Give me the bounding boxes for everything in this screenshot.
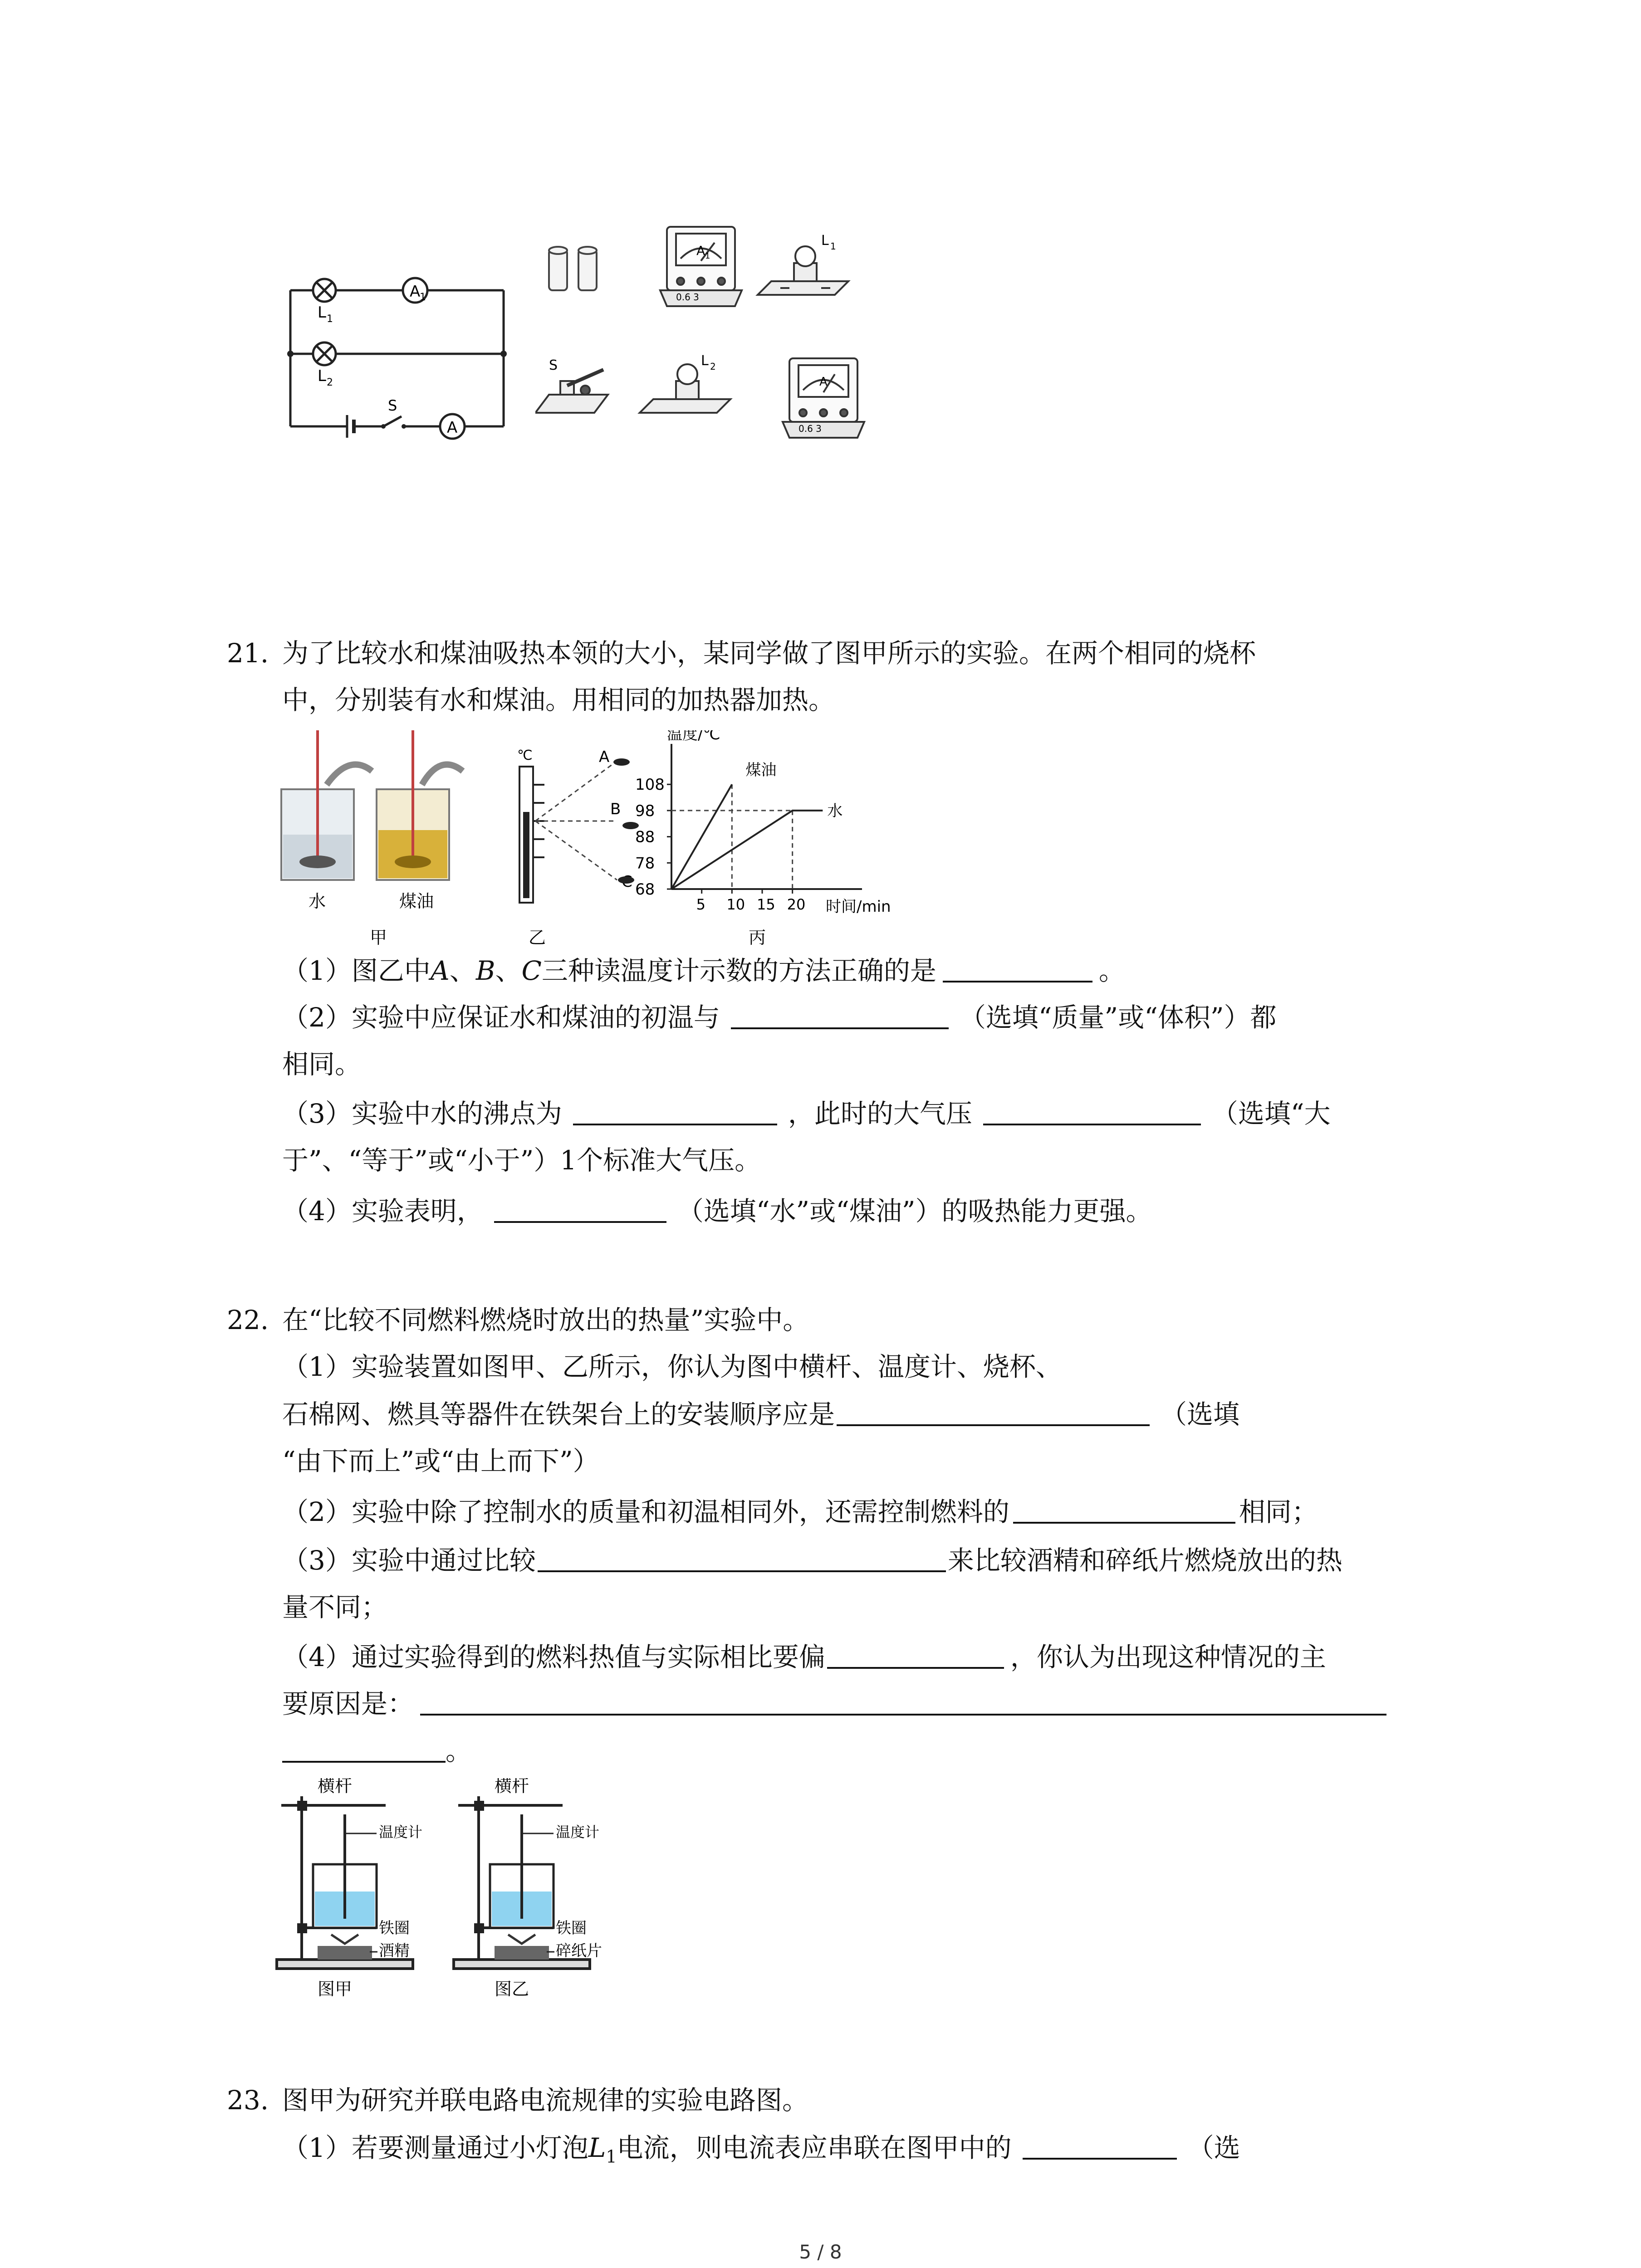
q21-s3-line2: 于”、“等于”或“小于”）1个标准大气压。 xyxy=(282,1145,761,1176)
label-water: 水 xyxy=(309,891,326,911)
q22-s4 xyxy=(282,1634,1326,1680)
q23-s1-tail: （选 xyxy=(1187,2132,1240,2163)
q23-line1: 图甲为研究并联电路电流规律的实验电路图。 xyxy=(282,2085,809,2116)
label-thermo2: 温度计 xyxy=(556,1823,600,1841)
label-oil: 煤油 xyxy=(399,891,434,911)
y-tick-label: 68 xyxy=(635,880,655,899)
answer-blank[interactable] xyxy=(1013,1496,1235,1524)
bulb-holder-icon xyxy=(640,364,730,413)
q21-s1-B: B xyxy=(475,955,495,986)
beaker-oil-icon xyxy=(377,730,463,880)
y-axis-label: 温度/℃ xyxy=(667,730,720,743)
label-fuel2: 碎纸片 xyxy=(556,1942,602,1960)
q22-drawing xyxy=(272,1778,635,2014)
q23-s1-text: （1）若要测量通过小灯泡 xyxy=(282,2132,588,2163)
q21-s2-line2: 相同。 xyxy=(282,1049,362,1080)
q22-s1-tail: （选填 xyxy=(1161,1399,1240,1430)
q23-s1-var: L xyxy=(588,2132,606,2163)
meter1-scale: 0.6 3 xyxy=(676,292,699,303)
q22-s4-line3 xyxy=(282,1728,472,1774)
meter2-label: A xyxy=(819,375,828,389)
answer-blank[interactable] xyxy=(538,1545,946,1572)
q23-s1-sub: 1 xyxy=(606,2146,617,2167)
switch-device-label: S xyxy=(549,357,558,373)
q22-s2-tail: 相同； xyxy=(1239,1496,1318,1527)
q21-s1-end: 。 xyxy=(1098,955,1125,986)
x-axis-label: 时间/min xyxy=(826,898,891,916)
switch-symbol-label: S xyxy=(388,397,397,414)
page-number: 5 / 8 xyxy=(799,2241,842,2263)
q21-s3 xyxy=(282,1091,1331,1136)
label-B: B xyxy=(610,800,621,818)
knife-switch-icon xyxy=(535,370,608,413)
q22-s2 xyxy=(282,1489,1318,1535)
q21-s1-A: A xyxy=(430,955,450,986)
q22-line1: 在“比较不同燃料燃烧时放出的热量”实验中。 xyxy=(282,1305,809,1335)
q22-s1-line2 xyxy=(282,1392,1239,1437)
answer-blank[interactable] xyxy=(1023,2132,1177,2160)
q21-line1: 为了比较水和煤油吸热本领的大小，某同学做了图甲所示的实验。在两个相同的烧杯 xyxy=(282,638,1256,669)
label-cap1: 图甲 xyxy=(318,1979,353,1999)
q22-s3-text: （3）实验中通过比较 xyxy=(282,1545,536,1576)
label-jia: 甲 xyxy=(370,928,387,948)
components-figure xyxy=(535,213,880,449)
q21-s2 xyxy=(282,995,1277,1040)
q21-s1-C: C xyxy=(521,955,542,986)
y-tick-label: 108 xyxy=(635,776,665,794)
lamp1-label: L xyxy=(318,303,326,322)
meter2-scale: 0.6 3 xyxy=(798,423,822,434)
ammeter-device-icon xyxy=(783,358,864,438)
answer-blank[interactable] xyxy=(837,1399,1150,1426)
q21-s1 xyxy=(282,948,1125,993)
label-fuel1: 酒精 xyxy=(379,1942,410,1960)
q22-s2-text: （2）实验中除了控制水的质量和初温相同外，还需控制燃料的 xyxy=(282,1496,1009,1527)
battery-icon xyxy=(549,247,597,290)
q21-s4-text: （4）实验表明， xyxy=(282,1196,483,1227)
label-thermo1: 温度计 xyxy=(379,1823,423,1841)
label-celsius: ℃ xyxy=(517,748,533,763)
q23-s1 xyxy=(282,2125,1240,2180)
answer-blank[interactable] xyxy=(282,1735,446,1763)
label-bing: 丙 xyxy=(749,928,766,948)
q22-number: 22. xyxy=(227,1305,269,1335)
bulb1-label: L xyxy=(821,233,829,249)
meter1-sub: 1 xyxy=(705,251,710,261)
q21-s2-tail: （选填“质量”或“体积”）都 xyxy=(959,1002,1277,1033)
label-yi: 乙 xyxy=(529,928,546,948)
sightlines xyxy=(535,764,617,880)
y-tick-label: 78 xyxy=(635,854,655,873)
q21-figure xyxy=(272,730,907,957)
lamp2-label: L xyxy=(318,367,326,385)
meter1-label: A xyxy=(696,243,705,258)
components-drawing xyxy=(535,213,880,449)
q23-number: 23. xyxy=(227,2085,269,2116)
q21-s3-text: （3）实验中水的沸点为 xyxy=(282,1098,562,1129)
flame-icon xyxy=(331,1935,358,1944)
label-A: A xyxy=(599,748,610,766)
answer-blank[interactable] xyxy=(494,1196,666,1223)
label-cap2: 图乙 xyxy=(495,1979,529,1999)
series-label-water: 水 xyxy=(827,802,843,820)
q21-s2-text: （2）实验中应保证水和煤油的初温与 xyxy=(282,1002,720,1033)
q22-s1-line2-text: 石棉网、燃具等器件在铁架台上的安装顺序应是 xyxy=(282,1399,835,1430)
q21-s1-sep2: 、 xyxy=(495,955,522,986)
q21-s1-sep1: 、 xyxy=(449,955,476,986)
q22-s4-line2-text: 要原因是： xyxy=(282,1688,414,1719)
y-tick-label: 98 xyxy=(635,802,655,820)
q21-s4-tail: （选填“水”或“煤油”）的吸热能力更强。 xyxy=(677,1196,1152,1227)
x-tick-label: 5 xyxy=(696,896,706,913)
q22-s3-line2: 量不同； xyxy=(282,1592,388,1623)
answer-blank[interactable] xyxy=(983,1098,1201,1125)
q22-s1: （1）实验装置如图甲、乙所示，你认为图中横杆、温度计、烧杯、 xyxy=(282,1351,1062,1382)
label-bar1: 横杆 xyxy=(318,1778,353,1796)
q22-s1-line3: “由下而上”或“由上而下”） xyxy=(282,1446,599,1476)
burner-icon xyxy=(495,1946,549,1960)
q23-s1-mid: 电流，则电流表应串联在图甲中的 xyxy=(617,2132,1012,2163)
series-label-oil: 煤油 xyxy=(745,761,777,780)
lamp1-sub: 1 xyxy=(327,313,333,325)
flame-icon xyxy=(508,1935,535,1944)
q21-s3-tail: （选填“大 xyxy=(1211,1098,1331,1129)
beaker-water-icon xyxy=(281,730,372,880)
label-ring2: 铁圈 xyxy=(556,1919,587,1937)
answer-blank[interactable] xyxy=(731,1002,949,1029)
q22-figure xyxy=(272,1778,635,2014)
x-tick-label: 15 xyxy=(757,896,775,913)
q21-s1-text: （1）图乙中 xyxy=(282,955,431,986)
q21-s4 xyxy=(282,1188,1152,1234)
lamp2-sub: 2 xyxy=(327,377,333,388)
temperature-time-chart xyxy=(635,730,891,916)
bulb-holder-icon xyxy=(758,246,848,295)
q21-line2: 中，分别装有水和煤油。用相同的加热器加热。 xyxy=(282,684,835,715)
q22-s4-text: （4）通过实验得到的燃料热值与实际相比要偏 xyxy=(282,1642,825,1672)
q22-s4-end: 。 xyxy=(446,1735,472,1766)
thermometer-icon xyxy=(519,767,544,903)
y-tick-label: 88 xyxy=(635,828,655,846)
series-line xyxy=(671,784,732,889)
q22-s4-tail: ，你认为出现这种情况的主 xyxy=(1010,1642,1326,1672)
q21-drawing xyxy=(272,730,907,957)
answer-blank[interactable] xyxy=(573,1098,777,1125)
ammeter1-sub: 1 xyxy=(420,292,426,303)
q22-s3 xyxy=(282,1538,1342,1583)
burner-icon xyxy=(318,1946,372,1960)
answer-blank[interactable] xyxy=(827,1642,1004,1669)
circuit-figure xyxy=(272,254,526,445)
label-bar2: 横杆 xyxy=(495,1778,529,1796)
q22-s4-line2 xyxy=(282,1681,1386,1726)
q21-number: 21. xyxy=(227,638,269,669)
answer-blank[interactable] xyxy=(420,1688,1386,1716)
x-tick-label: 20 xyxy=(787,896,806,913)
ammeter1-label: A xyxy=(410,283,421,301)
eye-icon xyxy=(613,758,630,766)
x-tick-label: 10 xyxy=(726,896,745,913)
ammeter-label: A xyxy=(447,419,458,437)
q22-s3-tail: 来比较酒精和碎纸片燃烧放出的热 xyxy=(947,1545,1342,1576)
bulb2-sub: 2 xyxy=(710,361,716,372)
label-ring1: 铁圈 xyxy=(379,1919,410,1937)
bulb2-label: L xyxy=(701,353,709,369)
circuit-diagram xyxy=(272,254,526,445)
q21-s3-mid: ，此时的大气压 xyxy=(788,1098,972,1129)
q21-s1-tail: 三种读温度计示数的方法正确的是 xyxy=(541,955,936,986)
bulb1-sub: 1 xyxy=(830,241,836,252)
eye-icon xyxy=(618,876,634,884)
answer-blank[interactable] xyxy=(943,955,1092,982)
ammeter-device-icon xyxy=(660,227,742,306)
